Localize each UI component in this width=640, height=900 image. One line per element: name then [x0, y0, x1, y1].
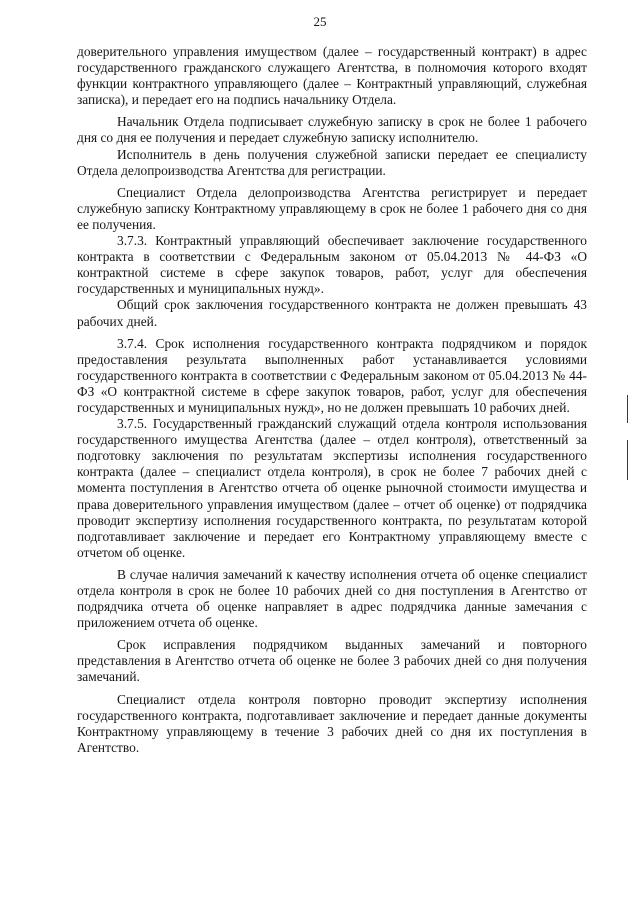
paragraph-3-7-4: 3.7.4. Срок исполнения государственного контракта подрядчиком и порядок предоставления результата выполненных работ устанавливается условиями государственного контракта в соответствии с Федеральным законом от 05.04.2013 № 44-ФЗ «О контрактной системе в сфере закупок товаров, работ, услуг для обеспечения государственных и муниципальных нужд», но не должен превышать 10 рабочих дней. — [77, 335, 587, 415]
paragraph-3-7-5: 3.7.5. Государственный гражданский служащий отдела контроля использования государственного имущества Агентства (далее – отдел контроля), ответственный за подготовку заключения по результатам экспертизы исполнения государственного контракта (далее – специалист отдела контроля), в срок не более 7 рабочих дней с момента поступления в Агентство отчета об оценке рыночной стоимости имущества и права доверительного управления имуществом (далее – отчет об оценке) от подрядчика проводит экспертизу исполнения государственного контракта, по результатам которой подготавливает заключение и передает его Контрактному управляющему вместе с отчетом об оценке. — [77, 416, 587, 560]
page-number: 25 — [313, 14, 327, 29]
paragraph-executor-transfers: Исполнитель в день получения служебной записки передает ее специалисту Отдела делопроизводства Агентства для регистрации. — [77, 146, 587, 178]
paragraph-registration: Специалист Отдела делопроизводства Агентства регистрирует и передает служебную записку Контрактному управляющему в срок не более 1 рабочего дня со дня ее получения. — [77, 184, 587, 232]
paragraph-correction-term: Срок исправления подрядчиком выданных замечаний и повторного представления в Агентство отчета об оценке не более 3 рабочих дней со дня получения замечаний. — [77, 637, 587, 685]
paragraph-total-term: Общий срок заключения государственного контракта не должен превышать 43 рабочих дней. — [77, 297, 587, 329]
scan-margin-mark — [627, 440, 628, 480]
paragraph-head-signs: Начальник Отдела подписывает служебную записку в срок не более 1 рабочего дня со дня ее получения и передает служебную записку исполнителю. — [77, 114, 587, 146]
paragraph-3-7-3: 3.7.3. Контрактный управляющий обеспечивает заключение государственного контракта в соответствии с Федеральным законом от 05.04.2013 № 44-ФЗ «О контрактной системе в сфере закупок товаров, работ, услуг для обеспечения государственных и муниципальных нужд». — [77, 233, 587, 297]
scan-margin-mark — [627, 395, 628, 423]
paragraph-contract-request: доверительного управления имуществом (далее – государственный контракт) в адрес государственного гражданского служащего Агентства, в полномочия которого входят функции контрактного управляющего (далее – Контрактный управляющий, служебная записка), и передает его на подпись начальнику Отдела. — [77, 44, 587, 108]
paragraph-repeat-expertise: Специалист отдела контроля повторно проводит экспертизу исполнения государственного контракта, подготавливает заключение и передает данные документы Контрактному управляющему в течение 3 рабочих дней со дня их поступления в Агентство. — [77, 691, 587, 755]
document-body — [77, 44, 587, 756]
paragraph-remarks: В случае наличия замечаний к качеству исполнения отчета об оценке специалист отдела контроля в срок не более 10 рабочих дней со дня поступления в Агентство от подрядчика отчета об оценке направляет в адрес подрядчика данные замечания с приложением отчета об оценке. — [77, 566, 587, 631]
